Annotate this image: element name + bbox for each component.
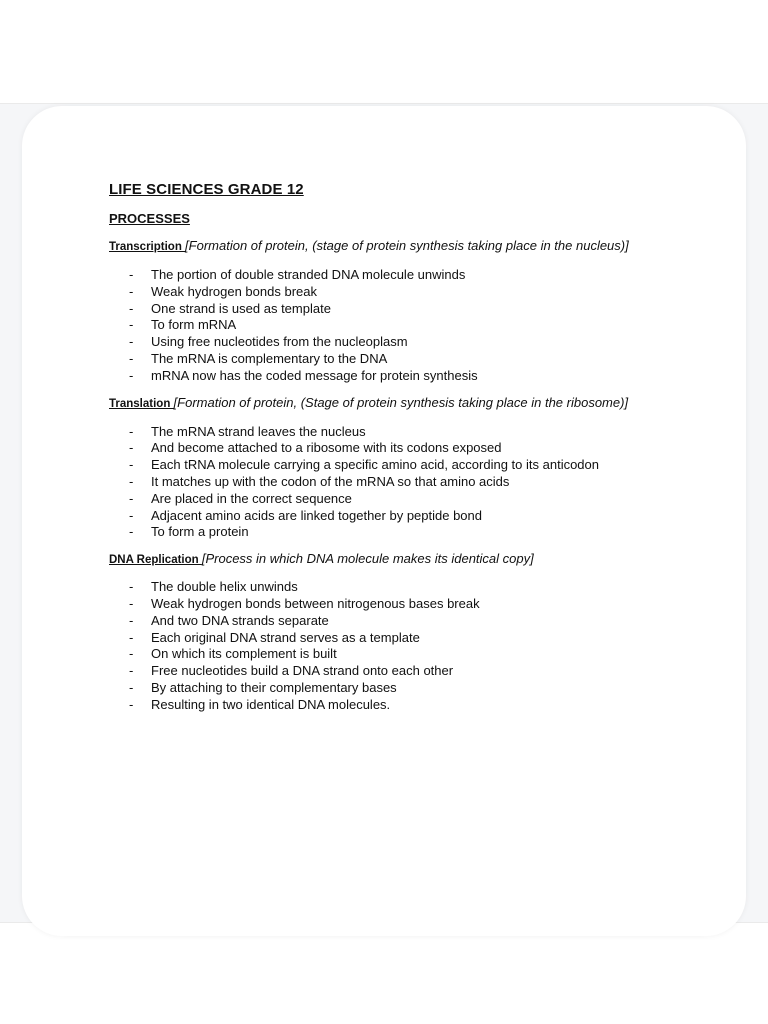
bullet-list-dna-replication <box>109 579 669 713</box>
bullet-dash: - <box>129 317 134 333</box>
list-item-text: It matches up with the codon of the mRNA so that amino acids <box>151 473 510 489</box>
bullet-dash: - <box>129 663 134 679</box>
list-item-text: Are placed in the correct sequence <box>151 490 352 506</box>
list-item-text: Using free nucleotides from the nucleoplasm <box>151 334 408 350</box>
list-item <box>109 508 669 525</box>
bullet-dash: - <box>129 440 134 456</box>
list-item <box>109 579 669 596</box>
section-heading-dna-replication <box>109 550 669 569</box>
bullet-dash: - <box>129 524 134 540</box>
bullet-dash: - <box>129 629 134 645</box>
bullet-dash: - <box>129 457 134 473</box>
list-item <box>109 697 669 714</box>
list-item <box>109 440 669 457</box>
bullet-dash: - <box>129 334 134 350</box>
bullet-dash: - <box>129 490 134 506</box>
list-item-text: On which its complement is built <box>151 646 337 662</box>
list-item <box>109 334 669 351</box>
list-item <box>109 267 669 284</box>
section-label: Transcription <box>109 241 186 253</box>
bullet-dash: - <box>129 283 134 299</box>
bullet-dash: - <box>129 267 134 282</box>
document-subtitle: PROCESSES <box>109 211 190 226</box>
list-item-text: Adjacent amino acids are linked together by peptide bond <box>151 507 482 523</box>
bullet-list-transcription <box>109 267 669 385</box>
bullet-dash: - <box>129 696 134 712</box>
list-item <box>109 491 669 508</box>
list-item-text: The portion of double stranded DNA molecule unwinds <box>151 267 466 282</box>
list-item <box>109 630 669 647</box>
list-item <box>109 424 669 441</box>
list-item-text: And become attached to a ribosome with its codons exposed <box>151 440 502 456</box>
list-item <box>109 646 669 663</box>
list-item <box>109 351 669 368</box>
section-description: [Formation of protein, (Stage of protein synthesis taking place in the ribosome)] <box>173 394 629 410</box>
list-item <box>109 680 669 697</box>
bullet-dash: - <box>129 579 134 595</box>
section-heading-translation <box>109 394 669 413</box>
list-item-text: One strand is used as template <box>151 300 331 316</box>
list-item <box>109 596 669 613</box>
list-item-text: To form a protein <box>151 524 249 540</box>
list-item <box>109 317 669 334</box>
list-item <box>109 368 669 385</box>
bullet-dash: - <box>129 646 134 662</box>
section-heading-transcription <box>109 237 669 256</box>
list-item <box>109 284 669 301</box>
bullet-list-translation <box>109 424 669 542</box>
list-item-text: The double helix unwinds <box>151 579 298 595</box>
bullet-dash: - <box>129 507 134 523</box>
bullet-dash: - <box>129 679 134 695</box>
section-label: DNA Replication <box>109 554 202 567</box>
document-title: LIFE SCIENCES GRADE 12 <box>109 181 304 198</box>
list-item-text: And two DNA strands separate <box>151 612 329 628</box>
list-item-text: Each original DNA strand serves as a template <box>151 629 420 645</box>
section-label: Translation <box>109 397 174 410</box>
bullet-dash: - <box>129 300 134 316</box>
list-item <box>109 457 669 474</box>
list-item-text: Each tRNA molecule carrying a specific amino acid, according to its anticodon <box>151 457 599 473</box>
list-item-text: The mRNA is complementary to the DNA <box>151 350 388 366</box>
list-item-text: Free nucleotides build a DNA strand onto each other <box>151 663 454 679</box>
list-item-text: By attaching to their complementary bases <box>151 679 397 695</box>
list-item-text: The mRNA strand leaves the nucleus <box>151 423 366 439</box>
list-item <box>109 524 669 541</box>
list-item-text: Weak hydrogen bonds break <box>151 283 317 299</box>
list-item-text: mRNA now has the coded message for protein synthesis <box>151 367 478 383</box>
list-item-text: Weak hydrogen bonds between nitrogenous bases break <box>151 595 480 611</box>
document-page <box>109 180 669 714</box>
bullet-dash: - <box>129 367 134 383</box>
list-item <box>109 663 669 680</box>
bullet-dash: - <box>129 423 134 439</box>
bullet-dash: - <box>129 350 134 366</box>
bullet-dash: - <box>129 595 134 611</box>
bullet-dash: - <box>129 473 134 489</box>
section-description: [Formation of protein, (stage of protein synthesis taking place in the nucleus)] <box>185 238 629 253</box>
list-item <box>109 474 669 491</box>
bullet-dash: - <box>129 612 134 628</box>
list-item-text: Resulting in two identical DNA molecules. <box>151 696 391 712</box>
list-item <box>109 613 669 630</box>
section-description: [Process in which DNA molecule makes its identical copy] <box>201 551 534 567</box>
list-item <box>109 301 669 318</box>
list-item-text: To form mRNA <box>151 317 237 333</box>
